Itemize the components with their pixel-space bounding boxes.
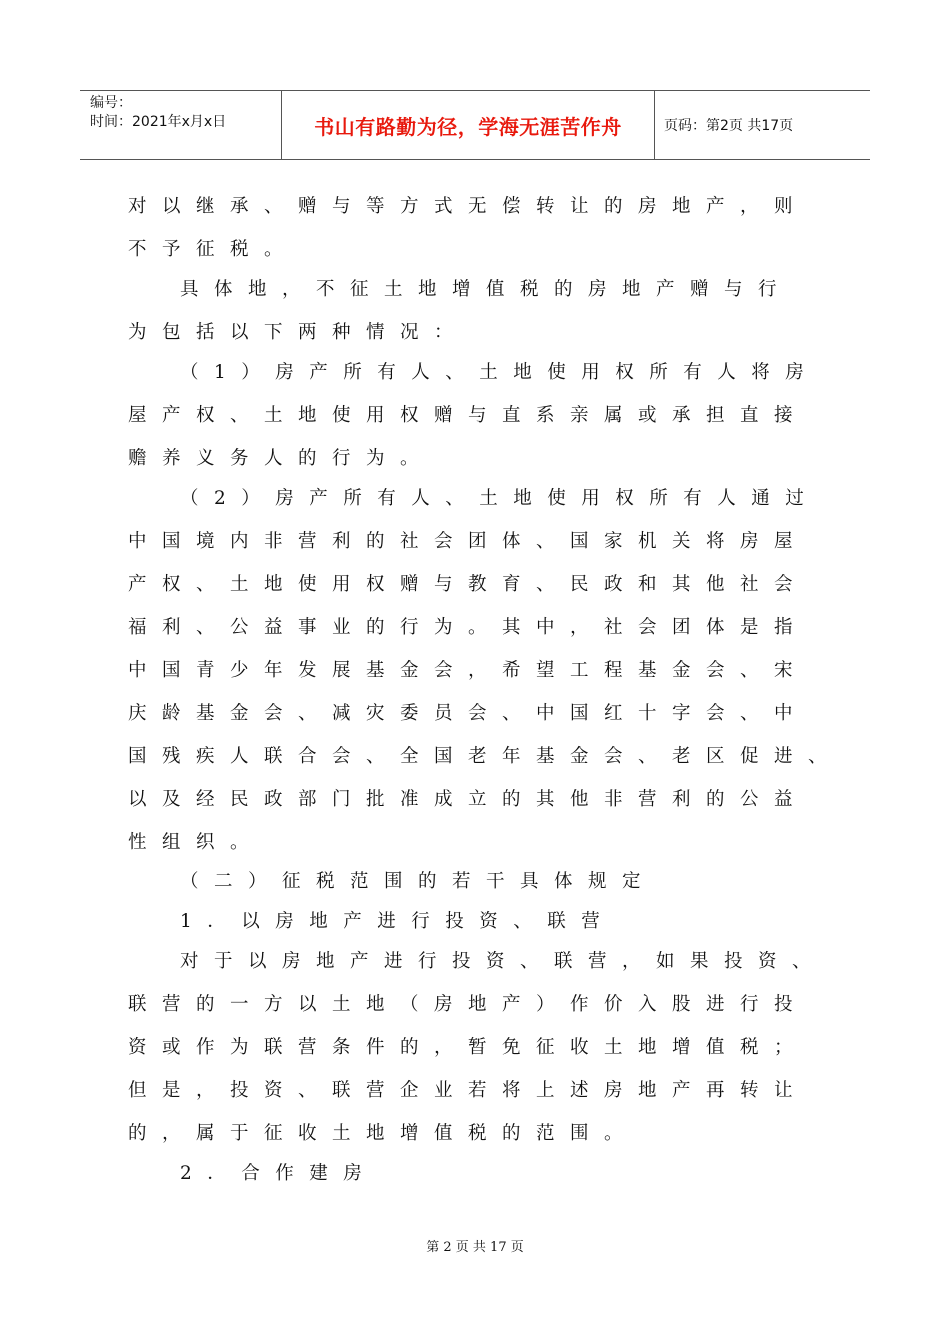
- text-line: 赡养义务人的行为。: [128, 448, 435, 469]
- text-line: 庆龄基金会、减灾委员会、中国红十字会、中: [128, 703, 809, 724]
- text-line: （2）房产所有人、土地使用权所有人通过: [180, 488, 820, 509]
- subsection-heading: 1．以房地产进行投资、联营: [180, 911, 616, 932]
- text-line: 具体地，不征土地增值税的房地产赠与行: [180, 279, 793, 300]
- text-line: 联营的一方以土地（房地产）作价入股进行投: [128, 994, 809, 1015]
- document-number: 编号：: [90, 95, 132, 111]
- text-line: 不予征税。: [128, 239, 299, 260]
- header-motto: 书山有路勤为径，学海无涯苦作舟: [314, 114, 622, 139]
- text-line: 的，属于征收土地增值税的范围。: [128, 1123, 639, 1144]
- text-line: 中国境内非营利的社会团体、国家机关将房屋: [128, 531, 809, 552]
- text-line: 为包括以下两种情况：: [128, 322, 469, 343]
- text-line: 以及经民政部门批准成立的其他非营利的公益: [128, 789, 809, 810]
- text-line: 对于以房地产进行投资、联营，如果投资、: [180, 951, 827, 972]
- text-line: 性组织。: [128, 832, 265, 853]
- text-line: 屋产权、土地使用权赠与直系亲属或承担直接: [128, 405, 809, 426]
- text-line: 中国青少年发展基金会，希望工程基金会、宋: [128, 660, 809, 681]
- text-line: 产权、土地使用权赠与教育、民政和其他社会: [128, 574, 809, 595]
- section-heading: （二）征税范围的若干具体规定: [180, 871, 657, 892]
- text-line: 福利、公益事业的行为。其中，社会团体是指: [128, 617, 809, 638]
- text-line: 国残疾人联合会、全国老年基金会、老区促进、: [128, 746, 843, 767]
- document-time: 时间：2021年x月x日: [90, 114, 227, 130]
- header-page-number: 页码：第2页 共17页: [664, 118, 794, 134]
- text-line: 对以继承、赠与等方式无偿转让的房地产，则: [128, 196, 809, 217]
- page-header: [80, 90, 870, 160]
- text-line: （1）房产所有人、土地使用权所有人将房: [180, 362, 820, 383]
- header-meta: [90, 94, 280, 132]
- header-divider-right: [654, 91, 655, 159]
- text-line: 但是，投资、联营企业若将上述房地产再转让: [128, 1080, 809, 1101]
- subsection-heading: 2．合作建房: [180, 1163, 378, 1184]
- page-footer: 第 2 页 共 17 页: [426, 1240, 524, 1255]
- text-line: 资或作为联营条件的，暂免征收土地增值税；: [128, 1037, 809, 1058]
